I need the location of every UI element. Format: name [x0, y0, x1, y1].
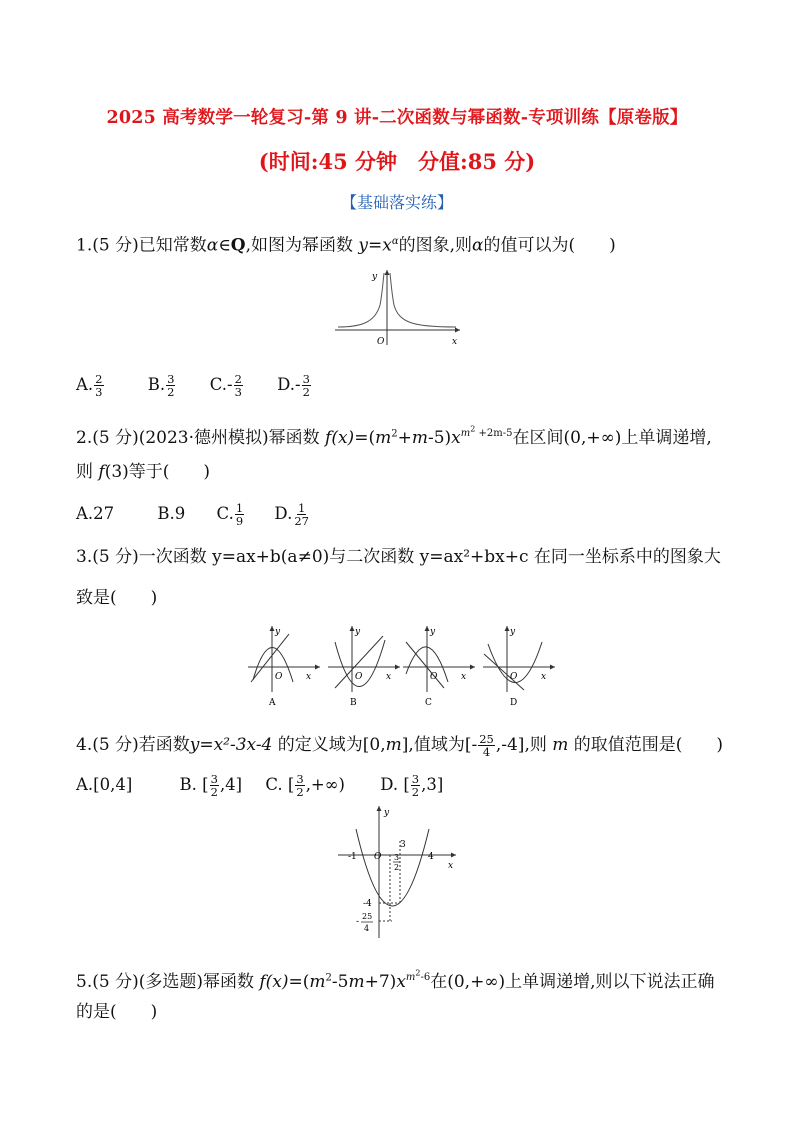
- q3-d-o: O: [510, 672, 518, 682]
- q4-fig-four: 4: [428, 852, 434, 862]
- q4-fig-x: x: [448, 861, 454, 871]
- q3-c-o: O: [430, 672, 438, 682]
- section-heading: 【基础落实练】: [340, 193, 453, 212]
- page-subtitle: (时间:45 分钟 分值:85 分): [258, 149, 536, 174]
- question-5-line-2: 的是( ): [76, 1002, 158, 1022]
- q4-fig-q-sign: -: [356, 917, 360, 927]
- question-5: 5.(5 分)(多选题)幂函数 $f(x)=(m^2-5m+7)x^{m^2-6}$在(0,+∞)上单调递增,则以下说法正确: [76, 969, 715, 992]
- q4-fig-origin: O: [374, 852, 382, 862]
- q3-c-y: y: [430, 627, 436, 637]
- question-2: 2.(5 分)(2023·德州模拟)幂函数 $f(x)=(m^2+m-5)x^{m^2 +2m-5}$在区间(0,+∞)上单调递增,: [76, 425, 712, 448]
- q3-graph-b: [325, 622, 405, 710]
- q3-c-label: C: [425, 698, 432, 708]
- q2-option-b[interactable]: B.9: [157, 504, 186, 523]
- q3-d-y: y: [510, 627, 516, 637]
- page-title: 2025 高考数学一轮复习-第 9 讲-二次函数与幂函数-专项训练【原卷版】: [106, 108, 688, 128]
- q4-fig-half-num: 3: [394, 853, 400, 862]
- q1-option-a[interactable]: A. $\frac{2}{3}$: [76, 372, 103, 399]
- q2-option-a[interactable]: A.27: [76, 504, 115, 523]
- q4-fig-neg4: -4: [363, 899, 372, 909]
- question-3: 3.(5 分)一次函数 y=ax+b(a≠0)与二次函数 y=ax²+bx+c 在同一坐标系中的图象大: [76, 547, 721, 567]
- q3-d-x: x: [541, 672, 547, 682]
- q1-fig-y-label: y: [372, 272, 378, 282]
- question-4: 4.(5 分)若函数y=x²-3x-4 的定义域为[0,m],值域为[- $\frac{25}{4}$ ,-4],则 m 的取值范围是( ): [76, 732, 724, 759]
- q4-fig-q-den: 4: [364, 924, 370, 933]
- q3-a-label: A: [269, 698, 276, 708]
- q4-option-c[interactable]: C. [ $\frac{3}{2}$ ,+∞): [265, 772, 345, 799]
- q4-options: [76, 773, 443, 798]
- q3-b-y: y: [355, 627, 361, 637]
- q1-fig-origin: O: [377, 337, 385, 347]
- q4-option-d[interactable]: D. [ $\frac{3}{2}$ ,3]: [380, 772, 444, 799]
- q3-b-o: O: [355, 672, 363, 682]
- q3-b-x: x: [386, 672, 392, 682]
- q4-fig-three: 3: [400, 840, 406, 850]
- q3-graph-c: [400, 622, 480, 710]
- q3-c-x: x: [461, 672, 467, 682]
- q4-fig-q-num: 25: [362, 912, 373, 921]
- q4-fig-neg1: -1: [348, 852, 357, 862]
- q3-graph-a: [245, 622, 325, 710]
- q2-options: [76, 502, 311, 527]
- q3-graph-d: [480, 622, 560, 710]
- q4-option-b[interactable]: B. [ $\frac{3}{2}$ ,4]: [179, 772, 243, 799]
- q3-a-o: O: [275, 672, 283, 682]
- question-3-line-2: 致是( ): [76, 588, 158, 608]
- q2-option-d[interactable]: D. $\frac{1}{27}$: [274, 501, 309, 528]
- q1-option-b[interactable]: B. $\frac{3}{2}$: [147, 372, 175, 399]
- q1-option-c[interactable]: C.- $\frac{2}{3}$: [209, 372, 242, 399]
- q3-d-label: D: [510, 698, 518, 708]
- q4-parabola-figure: [336, 803, 461, 943]
- q3-a-x: x: [306, 672, 312, 682]
- q1-options: [76, 373, 312, 398]
- q4-option-a[interactable]: A.[0,4]: [76, 775, 133, 794]
- q1-power-function-figure: [330, 265, 465, 350]
- q4-fig-half-den: 2: [394, 863, 400, 872]
- question-2-line-2: 则 f(3)等于( ): [76, 462, 211, 482]
- question-1: 1.(5 分)已知常数α∈Q,如图为幂函数 $y=x^\alpha$的图象,则α的值可以为( ): [76, 235, 616, 256]
- q4-fig-y: y: [384, 808, 390, 818]
- q2-option-c[interactable]: C. $\frac{1}{9}$: [216, 501, 244, 528]
- q1-option-d[interactable]: D.- $\frac{3}{2}$: [277, 372, 310, 399]
- q3-b-label: B: [350, 698, 357, 708]
- q1-fig-x-label: x: [452, 337, 458, 347]
- q3-a-y: y: [275, 627, 281, 637]
